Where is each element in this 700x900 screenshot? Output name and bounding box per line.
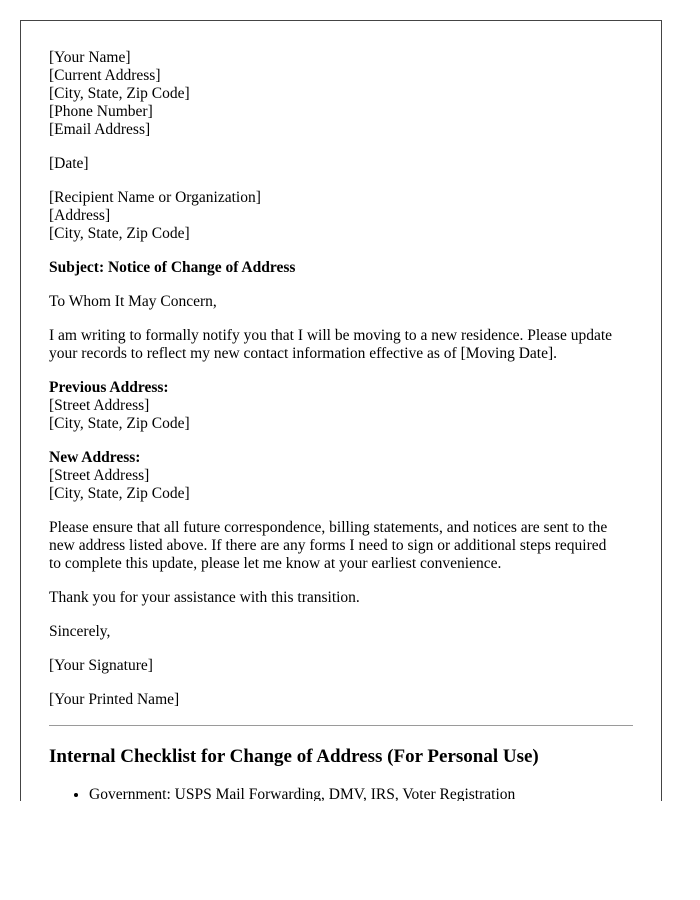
subject-block xyxy=(49,259,633,277)
letter-content xyxy=(49,49,633,801)
request-paragraph xyxy=(49,519,633,573)
intro-paragraph xyxy=(49,327,633,363)
checklist-title: Internal Checklist for Change of Address (For Personal Use) xyxy=(49,746,539,767)
previous-address-block xyxy=(49,379,633,433)
new-street: [Street Address] xyxy=(49,467,150,484)
new-address-heading: New Address: xyxy=(49,449,141,466)
sender-email: [Email Address] xyxy=(49,121,151,138)
new-address-block xyxy=(49,449,633,503)
sender-block xyxy=(49,49,633,139)
new-city-state-zip: [City, State, Zip Code] xyxy=(49,485,190,502)
thanks-line: Thank you for your assistance with this transition. xyxy=(49,589,360,606)
closing: Sincerely, xyxy=(49,623,111,640)
section-divider xyxy=(49,725,633,726)
printed-name-block xyxy=(49,691,633,709)
previous-city-state-zip: [City, State, Zip Code] xyxy=(49,415,190,432)
signature-block xyxy=(49,657,633,675)
recipient-address: [Address] xyxy=(49,207,111,224)
checklist-item: • Government: USPS Mail Forwarding, DMV, IRS, Voter Registration xyxy=(89,786,633,801)
salutation-block xyxy=(49,293,633,311)
sender-city-state-zip: [City, State, Zip Code] xyxy=(49,85,190,102)
recipient-city-state-zip: [City, State, Zip Code] xyxy=(49,225,190,242)
sender-address: [Current Address] xyxy=(49,67,161,84)
request-line: Please ensure that all future correspondence, billing statements, and notices are sent to the xyxy=(49,519,608,536)
request-line: to complete this update, please let me know at your earliest convenience. xyxy=(49,555,502,572)
salutation: To Whom It May Concern, xyxy=(49,293,217,310)
request-line: new address listed above. If there are any forms I need to sign or additional steps required xyxy=(49,537,607,554)
sender-name: [Your Name] xyxy=(49,49,131,66)
closing-block xyxy=(49,623,633,641)
previous-address-heading: Previous Address: xyxy=(49,379,169,396)
recipient-name: [Recipient Name or Organization] xyxy=(49,189,261,206)
date-block xyxy=(49,155,633,173)
letter-page xyxy=(20,20,662,801)
thanks-block xyxy=(49,589,633,607)
letter-date: [Date] xyxy=(49,155,89,172)
sender-phone: [Phone Number] xyxy=(49,103,153,120)
intro-line: your records to reflect my new contact information effective as of [Moving Date]. xyxy=(49,345,558,362)
subject-line: Subject: Notice of Change of Address xyxy=(49,259,296,276)
signature: [Your Signature] xyxy=(49,657,153,674)
printed-name: [Your Printed Name] xyxy=(49,691,180,708)
checklist xyxy=(49,786,633,801)
previous-street: [Street Address] xyxy=(49,397,150,414)
intro-line: I am writing to formally notify you that I will be moving to a new residence. Please update xyxy=(49,327,613,344)
recipient-block xyxy=(49,189,633,243)
